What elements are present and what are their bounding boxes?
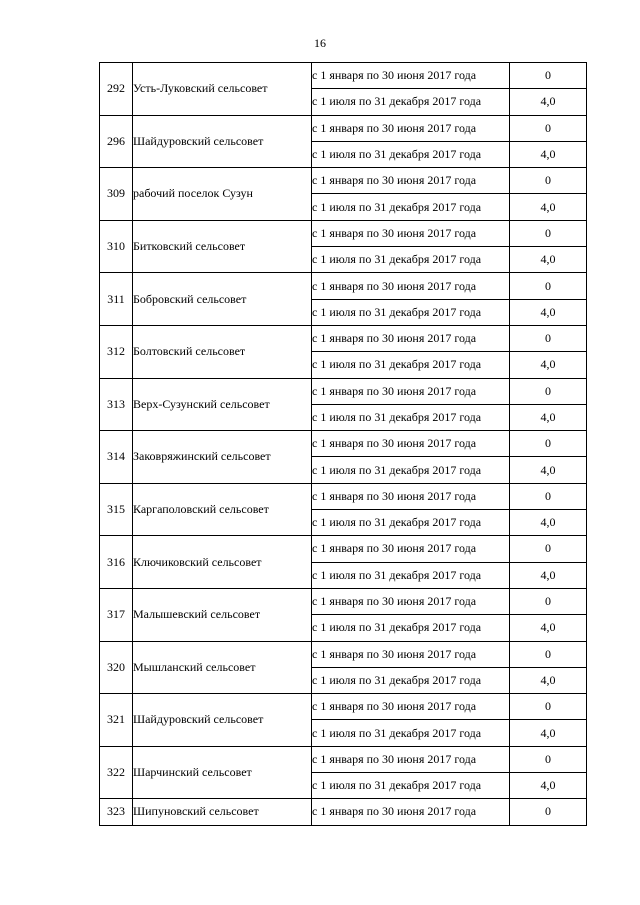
row-number: 310 [100, 220, 133, 273]
period-cell: с 1 января по 30 июня 2017 года [312, 483, 510, 509]
table-row [100, 273, 587, 299]
table-row [100, 220, 587, 246]
period-cell: с 1 июля по 31 декабря 2017 года [312, 457, 510, 483]
value-cell: 0 [510, 273, 587, 299]
period-cell: с 1 января по 30 июня 2017 года [312, 63, 510, 89]
municipality-name: Бобровский сельсовет [133, 273, 312, 326]
value-cell: 0 [510, 694, 587, 720]
municipality-name: рабочий поселок Сузун [133, 168, 312, 221]
municipality-name: Усть-Луковский сельсовет [133, 63, 312, 116]
table-row [100, 746, 587, 772]
value-cell: 4,0 [510, 89, 587, 115]
period-cell: с 1 января по 30 июня 2017 года [312, 378, 510, 404]
value-cell: 4,0 [510, 352, 587, 378]
period-cell: с 1 января по 30 июня 2017 года [312, 220, 510, 246]
table-row [100, 536, 587, 562]
value-cell: 0 [510, 168, 587, 194]
row-number: 292 [100, 63, 133, 116]
period-cell: с 1 июля по 31 декабря 2017 года [312, 667, 510, 693]
row-number: 321 [100, 694, 133, 747]
municipality-name: Верх-Сузунский сельсовет [133, 378, 312, 431]
municipality-name: Ключиковский сельсовет [133, 536, 312, 589]
period-cell: с 1 июля по 31 декабря 2017 года [312, 352, 510, 378]
table-row [100, 694, 587, 720]
municipality-name: Малышевский сельсовет [133, 588, 312, 641]
period-cell: с 1 января по 30 июня 2017 года [312, 799, 510, 825]
value-cell: 0 [510, 746, 587, 772]
row-number: 296 [100, 115, 133, 168]
table-row [100, 63, 587, 89]
row-number: 320 [100, 641, 133, 694]
row-number: 312 [100, 325, 133, 378]
value-cell: 0 [510, 799, 587, 825]
period-cell: с 1 января по 30 июня 2017 года [312, 115, 510, 141]
municipality-name: Мышланский сельсовет [133, 641, 312, 694]
table-row [100, 641, 587, 667]
value-cell: 0 [510, 588, 587, 614]
period-cell: с 1 июля по 31 декабря 2017 года [312, 89, 510, 115]
value-cell: 0 [510, 378, 587, 404]
period-cell: с 1 января по 30 июня 2017 года [312, 536, 510, 562]
value-cell: 4,0 [510, 141, 587, 167]
value-cell: 0 [510, 431, 587, 457]
row-number: 315 [100, 483, 133, 536]
value-cell: 0 [510, 483, 587, 509]
period-cell: с 1 июля по 31 декабря 2017 года [312, 247, 510, 273]
period-cell: с 1 января по 30 июня 2017 года [312, 641, 510, 667]
value-cell: 4,0 [510, 457, 587, 483]
period-cell: с 1 июля по 31 декабря 2017 года [312, 615, 510, 641]
page-number: 16 [314, 36, 326, 50]
municipality-name: Шипуновский сельсовет [133, 799, 312, 825]
row-number: 311 [100, 273, 133, 326]
row-number: 316 [100, 536, 133, 589]
value-cell: 4,0 [510, 667, 587, 693]
value-cell: 0 [510, 63, 587, 89]
period-cell: с 1 июля по 31 декабря 2017 года [312, 194, 510, 220]
period-cell: с 1 июля по 31 декабря 2017 года [312, 299, 510, 325]
period-cell: с 1 января по 30 июня 2017 года [312, 325, 510, 351]
period-cell: с 1 января по 30 июня 2017 года [312, 588, 510, 614]
period-cell: с 1 января по 30 июня 2017 года [312, 168, 510, 194]
value-cell: 4,0 [510, 562, 587, 588]
table-row [100, 483, 587, 509]
period-cell: с 1 июля по 31 декабря 2017 года [312, 562, 510, 588]
municipality-name: Шарчинский сельсовет [133, 746, 312, 799]
municipality-name: Заковряжинский сельсовет [133, 431, 312, 484]
row-number: 322 [100, 746, 133, 799]
value-cell: 0 [510, 325, 587, 351]
period-cell: с 1 января по 30 июня 2017 года [312, 431, 510, 457]
value-cell: 4,0 [510, 194, 587, 220]
value-cell: 0 [510, 536, 587, 562]
table-row [100, 431, 587, 457]
tariff-table [99, 62, 587, 826]
table-row [100, 378, 587, 404]
table-row [100, 588, 587, 614]
period-cell: с 1 января по 30 июня 2017 года [312, 746, 510, 772]
municipality-name: Каргаполовский сельсовет [133, 483, 312, 536]
row-number: 317 [100, 588, 133, 641]
municipality-name: Болтовский сельсовет [133, 325, 312, 378]
municipality-name: Шайдуровский сельсовет [133, 115, 312, 168]
period-cell: с 1 января по 30 июня 2017 года [312, 273, 510, 299]
period-cell: с 1 июля по 31 декабря 2017 года [312, 773, 510, 799]
table-body [100, 63, 587, 826]
value-cell: 0 [510, 641, 587, 667]
period-cell: с 1 июля по 31 декабря 2017 года [312, 720, 510, 746]
row-number: 313 [100, 378, 133, 431]
period-cell: с 1 июля по 31 декабря 2017 года [312, 510, 510, 536]
value-cell: 4,0 [510, 773, 587, 799]
row-number: 323 [100, 799, 133, 825]
table-row [100, 799, 587, 825]
value-cell: 4,0 [510, 615, 587, 641]
municipality-name: Битковский сельсовет [133, 220, 312, 273]
value-cell: 4,0 [510, 247, 587, 273]
table-row [100, 325, 587, 351]
table-row [100, 115, 587, 141]
municipality-name: Шайдуровский сельсовет [133, 694, 312, 747]
period-cell: с 1 января по 30 июня 2017 года [312, 694, 510, 720]
value-cell: 4,0 [510, 720, 587, 746]
value-cell: 0 [510, 115, 587, 141]
value-cell: 4,0 [510, 404, 587, 430]
value-cell: 0 [510, 220, 587, 246]
row-number: 314 [100, 431, 133, 484]
period-cell: с 1 июля по 31 декабря 2017 года [312, 141, 510, 167]
value-cell: 4,0 [510, 510, 587, 536]
period-cell: с 1 июля по 31 декабря 2017 года [312, 404, 510, 430]
table-row [100, 168, 587, 194]
value-cell: 4,0 [510, 299, 587, 325]
row-number: 309 [100, 168, 133, 221]
